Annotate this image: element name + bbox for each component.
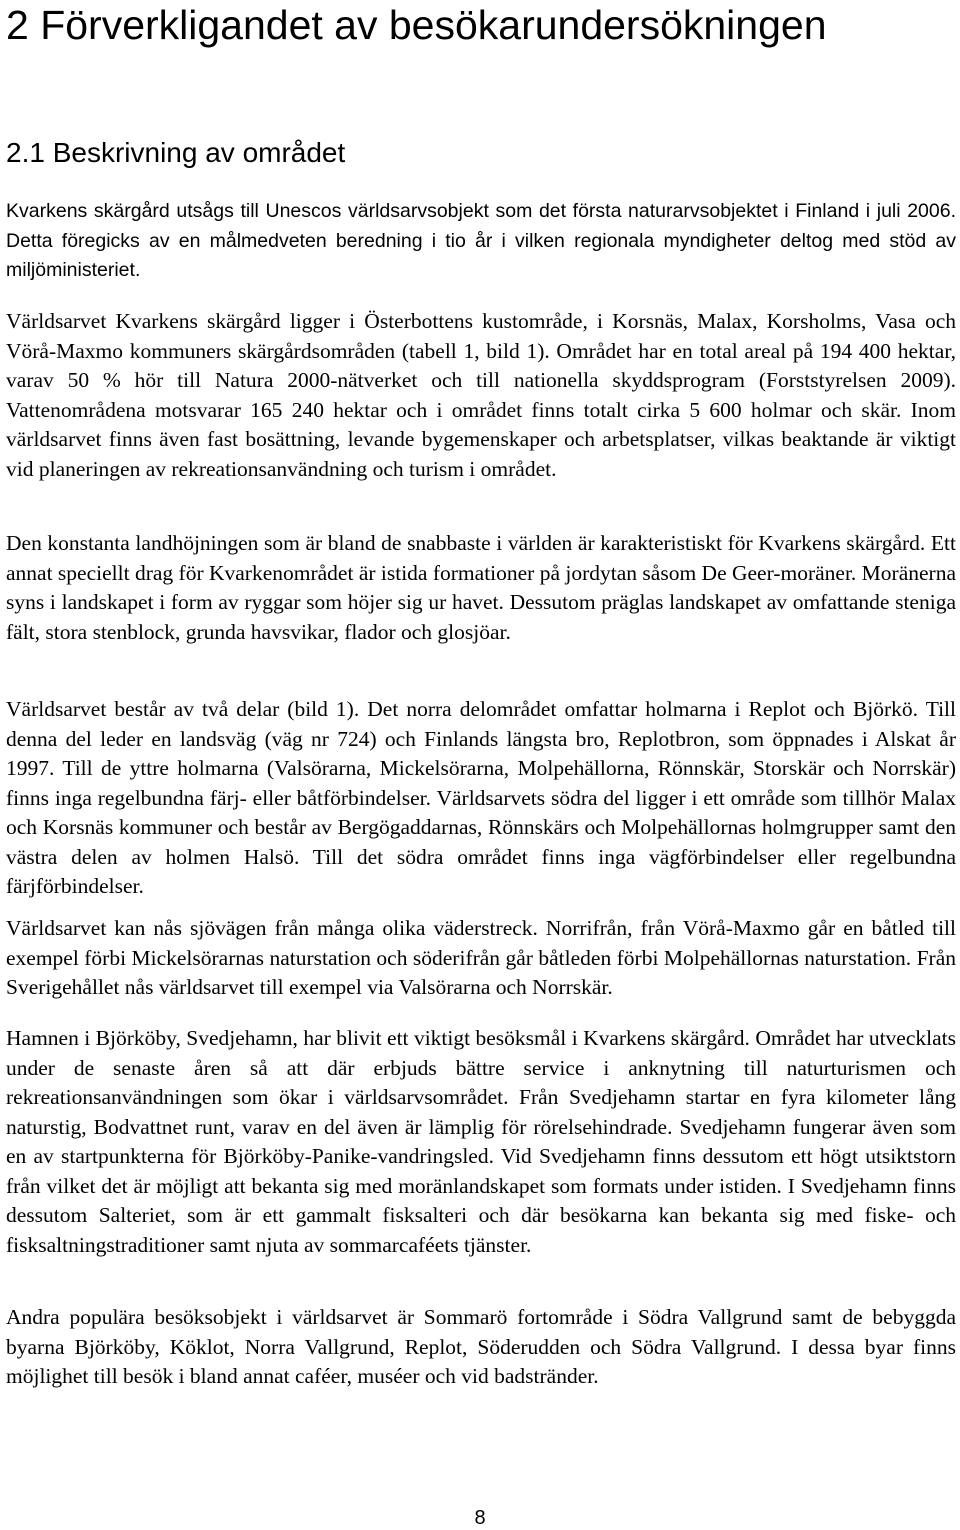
paragraph-landscape: Den konstanta landhöjningen som är bland de snabbaste i världen är karakteristiskt för Kvarkens skärgård. Ett annat speciellt drag för Kvarkenområdet är istida formationer på jordytan såsom De Geer-moräner. Moränerna syns i landskapet i form av ryggar som höjer sig ur havet. Dessutom präglas landskapet av omfattande steniga fält, stora stenblock, grunda havsvikar, flador och glosjöar.: [6, 531, 956, 644]
paragraph-intro: Kvarkens skärgård utsågs till Unescos världsarvsobjekt som det första naturarvsobjektet i Finland i juli 2006. Detta föregicks av en målmedveten beredning i tio år i vilken regionala myndigheter deltog med stöd av miljöministeriet.: [6, 200, 956, 281]
section-heading: 2.1 Beskrivning av området: [6, 137, 346, 168]
page-number: 8: [474, 1507, 486, 1529]
paragraph-location: Världsarvet Kvarkens skärgård ligger i Österbottens kustområde, i Korsnäs, Malax, Korsholms, Vasa och Vörå-Maxmo kommuners skärgårdsområden (tabell 1, bild 1). Området har en total areal på 194 400 hektar, varav 50 % hör till Natura 2000-nätverket och till nationella skyddsprogram (Forststyrelsen 2009). Vattenområdena motsvarar 165 240 hektar och i området finns totalt cirka 5 600 holmar och skär. Inom världsarvet finns även fast bosättning, levande bygemenskaper och arbetsplatser, vilkas beaktande är viktigt vid planeringen av rekreationsanvändning och turism i området.: [6, 309, 956, 481]
paragraph-parts: Världsarvet består av två delar (bild 1). Det norra delområdet omfattar holmarna i Replot och Björkö. Till denna del leder en landsväg (väg nr 724) och Finlands längsta bro, Replotbron, som öppnades i Alskat år 1997. Till de yttre holmarna (Valsörarna, Mickelsörarna, Molpehällorna, Rönnskär, Storskär och Norrskär) finns inga regelbundna färj- eller båtförbindelser. Världsarvets södra del ligger i ett område som tillhör Malax och Korsnäs kommuner och består av Bergögaddarnas, Rönnskärs och Molpehällornas holmgrupper samt den västra delen av holmen Halsö. Till det södra området finns inga vägförbindelser eller regelbundna färjförbindelser.: [6, 697, 956, 898]
paragraph-other-sites: Andra populära besöksobjekt i världsarvet är Sommarö fortområde i Södra Vallgrund samt de bebyggda byarna Björköby, Köklot, Norra Vallgrund, Replot, Söderudden och Södra Vallgrund. I dessa byar finns möjlighet till besök i bland annat caféer, muséer och vid badstränder.: [6, 1305, 956, 1388]
chapter-heading: 2 Förverkligandet av besökarundersökningen: [6, 2, 827, 48]
paragraph-svedjehamn: Hamnen i Björköby, Svedjehamn, har blivit ett viktigt besöksmål i Kvarkens skärgård. Området har utvecklats under de senaste åren så att där erbjuds bättre service i anknytning till naturturismen och rekreationsanvändningen som ökar i världsarvsområdet. Från Svedjehamn startar en fyra kilometer lång naturstig, Bodvattnet runt, varav en del även är lämplig för rörelsehindrade. Svedjehamn fungerar även som en av startpunkterna för Björköby-Panike-vandringsled. Vid Svedjehamn finns dessutom ett högt utsiktstorn från vilket det är möjligt att bekanta sig med moränlandskapet som formats under istiden. I Svedjehamn finns dessutom Salteriet, som är ett gammalt fisksalteri och där besökarna kan bekanta sig med fiske- och fisksaltningstraditioner samt njuta av sommarcaféets tjänster.: [6, 1026, 956, 1257]
paragraph-access: Världsarvet kan nås sjövägen från många olika väderstreck. Norrifrån, från Vörå-Maxmo går en båtled till exempel förbi Mickelsörarnas naturstation och söderifrån går båtleden förbi Molpehällornas naturstation. Från Sverigehållet nås världsarvet till exempel via Valsörarna och Norrskär.: [6, 916, 956, 999]
